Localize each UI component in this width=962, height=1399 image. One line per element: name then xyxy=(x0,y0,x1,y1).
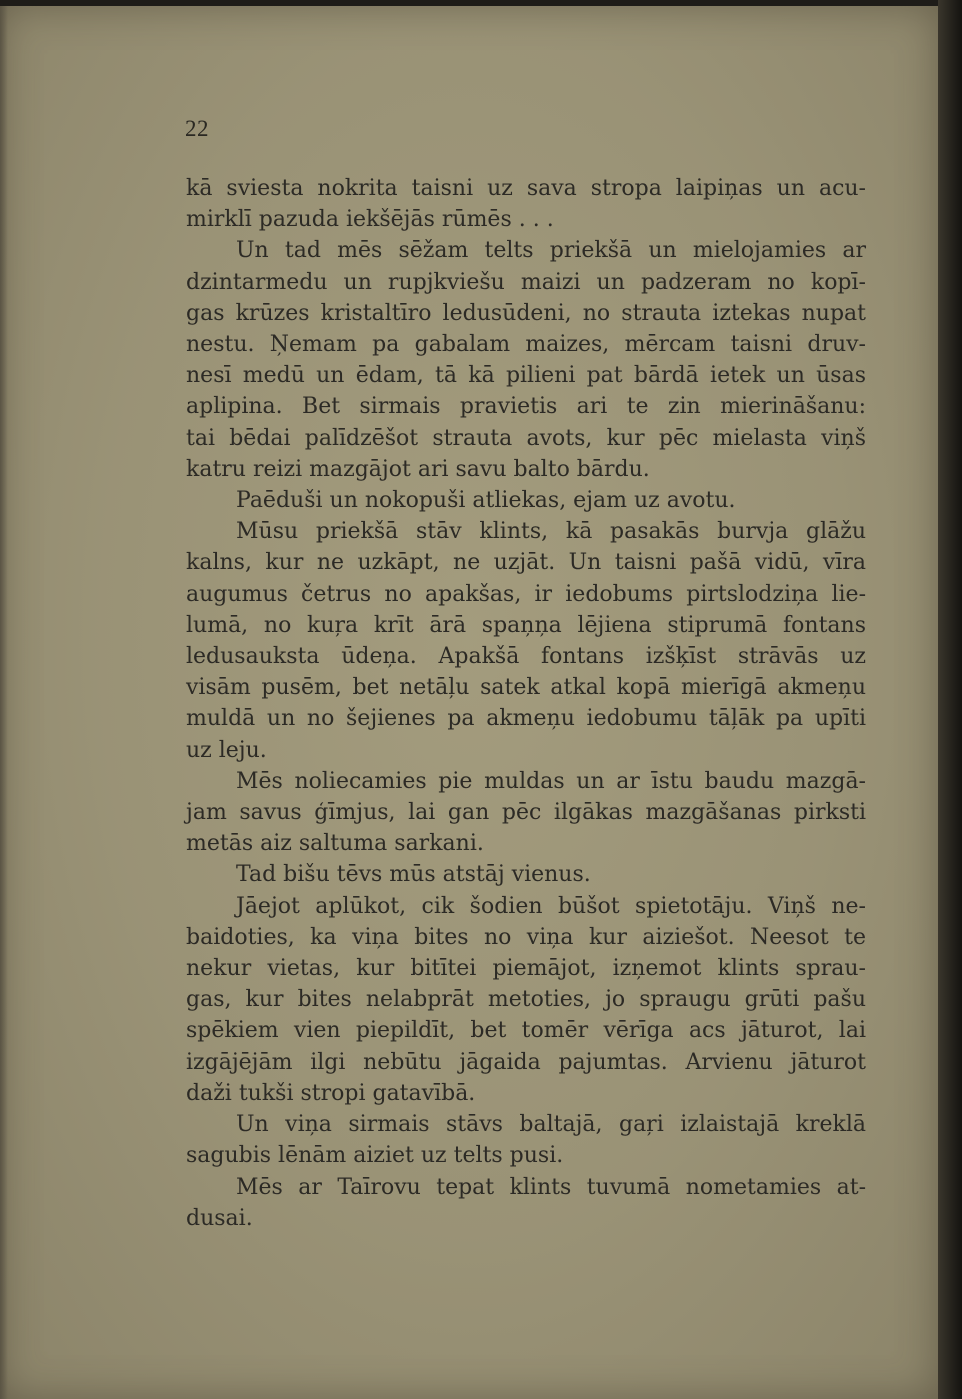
text-line: Mēs ar Taīrovu tepat klints tuvumā nometamies at- xyxy=(236,1174,866,1200)
text-line: aplipina. Bet sirmais pravietis ari te zin mierināšanu: xyxy=(186,394,866,420)
page-edge xyxy=(0,6,8,1399)
text-line: dusai. xyxy=(186,1205,253,1231)
text-line: Paēduši un nokopuši atliekas, ejam uz avotu. xyxy=(236,488,736,514)
text-line: baidoties, ka viņa bites no viņa kur aiziešot. Neesot te xyxy=(186,924,866,950)
text-line: Mūsu priekšā stāv klints, kā pasakās burvja glāžu xyxy=(236,519,866,545)
text-line: daži tukši stropi gatavībā. xyxy=(186,1080,476,1106)
text-line: muldā un no šejienes pa akmeņu iedobumu tāļāk pa upīti xyxy=(186,706,866,732)
text-line: katru reizi mazgājot ari savu balto bārdu. xyxy=(186,456,650,482)
text-line: gas, kur bites nelabprāt metoties, jo spraugu grūti pašu xyxy=(186,987,866,1013)
text-line: gas krūzes kristaltīro ledusūdeni, no strauta iztekas nupat xyxy=(186,300,866,326)
text-line: sagubis lēnām aiziet uz telts pusi. xyxy=(186,1143,564,1169)
text-line: nekur vietas, kur bitītei piemājot, izņemot klints sprau- xyxy=(186,956,866,982)
text-line: augumus četrus no apakšas, ir iedobums pirtslodziņa lie- xyxy=(186,581,866,607)
text-line: visām pusēm, bet netāļu satek atkal kopā mierīgā akmeņu xyxy=(186,675,866,701)
book-spine-shadow xyxy=(938,0,962,1399)
text-line: nestu. Ņemam pa gabalam maizes, mērcam taisni druv- xyxy=(186,332,866,358)
text-line: dzintarmedu un rupjkviešu maizi un padzeram no kopī- xyxy=(186,269,866,295)
text-line: tai bēdai palīdzēšot strauta avots, kur pēc mielasta viņš xyxy=(186,425,866,451)
body-text xyxy=(186,173,866,1234)
text-line: mirklī pazuda iekšējās rūmēs . . . xyxy=(186,207,554,233)
text-line: spēkiem vien piepildīt, bet tomēr vērīga acs jāturot, lai xyxy=(186,1018,866,1044)
text-line: kā sviesta nokrita taisni uz sava stropa laipiņas un acu- xyxy=(186,176,866,201)
text-line: uz leju. xyxy=(186,737,267,763)
text-line: kalns, kur ne uzkāpt, ne uzjāt. Un taisni pašā vidū, vīra xyxy=(186,550,866,576)
text-line: Un viņa sirmais stāvs baltajā, gaŗi izlaistajā kreklā xyxy=(236,1112,866,1138)
text-line: Tad bišu tēvs mūs atstāj vienus. xyxy=(236,862,591,888)
text-line: lumā, no kuŗa krīt ārā spaņņa lējiena stiprumā fontans xyxy=(186,612,866,638)
text-line: Mēs noliecamies pie muldas un ar īstu baudu mazgā- xyxy=(236,768,866,794)
text-line: ledusauksta ūdeņa. Apakšā fontans izšķīst strāvās uz xyxy=(186,644,866,670)
book-page xyxy=(0,6,938,1399)
text-line: Un tad mēs sēžam telts priekšā un mielojamies ar xyxy=(236,238,866,264)
text-line: izgājējām ilgi nebūtu jāgaida pajumtas. Arvienu jāturot xyxy=(186,1049,866,1075)
page-number: 22 xyxy=(185,116,209,141)
text-line: metās aiz saltuma sarkani. xyxy=(186,831,484,857)
text-line: Jāejot aplūkot, cik šodien būšot spietotāju. Viņš ne- xyxy=(236,893,866,919)
text-line: jam savus ģīmjus, lai gan pēc ilgākas mazgāšanas pirksti xyxy=(186,800,866,826)
text-line: nesī medū un ēdam, tā kā pilieni pat bārdā ietek un ūsas xyxy=(186,363,866,389)
